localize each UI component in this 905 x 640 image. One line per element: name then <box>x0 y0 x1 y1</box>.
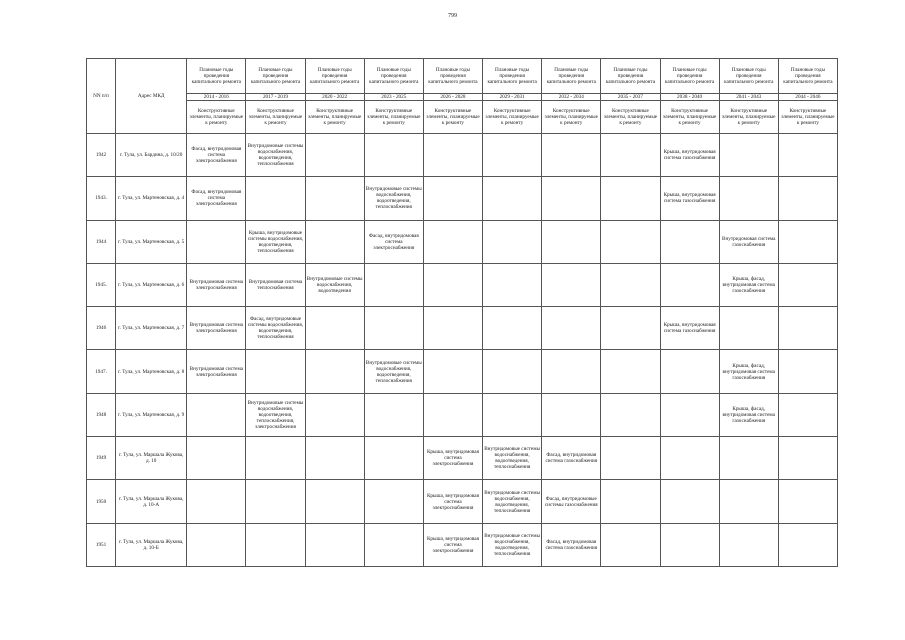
header-period-label: Плановые годы проведения капитального ремонта <box>187 59 246 94</box>
repair-elements-cell <box>601 393 660 436</box>
repair-elements-cell: Фасад, внутридомовые системы газоснабжения <box>542 480 601 523</box>
row-number: 1950 <box>87 480 116 523</box>
repair-elements-cell <box>660 350 719 393</box>
repair-elements-cell <box>778 134 837 177</box>
repair-elements-cell <box>483 220 542 263</box>
repair-elements-cell <box>660 437 719 480</box>
row-number: 1943. <box>87 177 116 220</box>
repair-elements-cell <box>305 350 364 393</box>
repair-elements-cell <box>423 134 482 177</box>
header-years: 2035 - 2037 <box>601 94 660 101</box>
row-address: г. Тула, ул. Маршала Жукова, д. 10 <box>116 437 187 480</box>
repair-elements-cell <box>246 480 305 523</box>
header-years: 2041 - 2043 <box>719 94 778 101</box>
repair-elements-cell <box>483 307 542 350</box>
repair-elements-cell <box>778 263 837 306</box>
header-period-label: Плановые годы проведения капитального ремонта <box>364 59 423 94</box>
header-period-label: Плановые годы проведения капитального ремонта <box>660 59 719 94</box>
repair-elements-cell <box>423 350 482 393</box>
repair-elements-cell <box>778 480 837 523</box>
repair-elements-cell <box>719 523 778 566</box>
row-address: г. Тула, ул. Маршала Жукова, д. 10-А <box>116 480 187 523</box>
repair-elements-cell <box>483 263 542 306</box>
row-address: г. Тула, ул. Мартеновская, д. 8 <box>116 350 187 393</box>
table-row <box>87 220 838 263</box>
header-elements: Конструктивные элементы, планируемые к ремонту <box>364 101 423 134</box>
repair-elements-cell <box>364 523 423 566</box>
repair-elements-cell: Крыша, внутридомовая система газоснабжения <box>660 134 719 177</box>
table-row <box>87 177 838 220</box>
repair-elements-cell <box>364 134 423 177</box>
row-number: 1951 <box>87 523 116 566</box>
repair-elements-cell <box>305 177 364 220</box>
repair-elements-cell <box>778 307 837 350</box>
repair-elements-cell <box>719 177 778 220</box>
header-period-label: Плановые годы проведения капитального ремонта <box>423 59 482 94</box>
repair-elements-cell <box>601 437 660 480</box>
header-period-label: Плановые годы проведения капитального ремонта <box>778 59 837 94</box>
repair-elements-cell <box>601 307 660 350</box>
repair-elements-cell <box>483 177 542 220</box>
repair-elements-cell <box>660 220 719 263</box>
header-period-label: Плановые годы проведения капитального ремонта <box>246 59 305 94</box>
header-years: 2017 - 2019 <box>246 94 305 101</box>
table-row <box>87 437 838 480</box>
repair-elements-cell <box>778 350 837 393</box>
repair-elements-cell <box>719 480 778 523</box>
table-row <box>87 134 838 177</box>
repair-elements-cell: Крыша, внутридомовая система электроснабжения <box>423 523 482 566</box>
repair-elements-cell <box>660 480 719 523</box>
repair-elements-cell <box>423 393 482 436</box>
header-period-label: Плановые годы проведения капитального ремонта <box>601 59 660 94</box>
table-row <box>87 480 838 523</box>
repair-elements-cell <box>305 220 364 263</box>
repair-elements-cell <box>187 393 246 436</box>
header-years: 2026 - 2028 <box>423 94 482 101</box>
repair-elements-cell <box>187 480 246 523</box>
repair-elements-cell <box>719 307 778 350</box>
row-number: 1947. <box>87 350 116 393</box>
table-row <box>87 350 838 393</box>
header-elements: Конструктивные элементы, планируемые к ремонту <box>246 101 305 134</box>
row-address: г. Тула, ул. Маршала Жукова, д. 10-Б <box>116 523 187 566</box>
row-address: г. Тула, ул. Мартеновская, д. 9 <box>116 393 187 436</box>
header-elements: Конструктивные элементы, планируемые к ремонту <box>601 101 660 134</box>
repair-elements-cell <box>542 177 601 220</box>
repair-elements-cell <box>719 437 778 480</box>
header-years: 2032 - 2034 <box>542 94 601 101</box>
repair-elements-cell <box>542 263 601 306</box>
repair-elements-cell <box>778 523 837 566</box>
header-elements: Конструктивные элементы, планируемые к ремонту <box>542 101 601 134</box>
repair-elements-cell <box>483 134 542 177</box>
table-header <box>87 59 838 134</box>
repair-elements-cell: Фасад, внутридомовая система газоснабжения <box>542 523 601 566</box>
repair-elements-cell <box>246 350 305 393</box>
repair-elements-cell <box>364 307 423 350</box>
repair-elements-cell <box>423 307 482 350</box>
header-elements: Конструктивные элементы, планируемые к ремонту <box>305 101 364 134</box>
repair-elements-cell: Крыша, фасад, внутридомовая система газоснабжения <box>719 350 778 393</box>
repair-elements-cell <box>364 393 423 436</box>
repair-elements-cell: Фасад, внутридомовая система электроснабжения <box>187 177 246 220</box>
repair-elements-cell <box>305 393 364 436</box>
repair-elements-cell <box>423 177 482 220</box>
repair-elements-cell <box>423 220 482 263</box>
row-address: г. Тула, ул. Мартеновская, д. 7 <box>116 307 187 350</box>
row-number: 1942 <box>87 134 116 177</box>
repair-elements-cell <box>778 177 837 220</box>
repair-elements-cell <box>542 134 601 177</box>
repair-elements-cell <box>423 263 482 306</box>
repair-elements-cell: Внутридомовая система теплоснабжения <box>246 263 305 306</box>
row-number: 1945. <box>87 263 116 306</box>
row-address: г. Тула, ул. Мартеновская, д. 6 <box>116 263 187 306</box>
repair-elements-cell: Крыша, внутридомовые системы водоснабжения, водоотведения, теплоснабжения <box>246 220 305 263</box>
repair-elements-cell: Внутридомовые системы водоснабжения, водоотведения, теплоснабжения <box>364 350 423 393</box>
header-years: 2014 - 2016 <box>187 94 246 101</box>
table-row <box>87 263 838 306</box>
repair-elements-cell <box>364 437 423 480</box>
repair-elements-cell: Внутридомовая система газоснабжения <box>719 220 778 263</box>
row-number: 1944 <box>87 220 116 263</box>
repair-elements-cell <box>246 523 305 566</box>
repair-elements-cell: Фасад, внутридомовая система электроснабжения <box>187 134 246 177</box>
repair-elements-cell <box>542 307 601 350</box>
repair-elements-cell: Крыша, фасад, внутридомовая система газоснабжения <box>719 263 778 306</box>
repair-elements-cell <box>305 307 364 350</box>
repair-elements-cell <box>483 393 542 436</box>
header-elements: Конструктивные элементы, планируемые к ремонту <box>778 101 837 134</box>
repair-elements-cell <box>246 177 305 220</box>
repair-elements-cell <box>305 437 364 480</box>
repair-elements-cell <box>305 523 364 566</box>
table-row <box>87 523 838 566</box>
repair-elements-cell <box>542 393 601 436</box>
header-elements: Конструктивные элементы, планируемые к ремонту <box>187 101 246 134</box>
repair-elements-cell <box>305 480 364 523</box>
header-years: 2023 - 2025 <box>364 94 423 101</box>
repair-elements-cell <box>187 523 246 566</box>
header-elements: Конструктивные элементы, планируемые к ремонту <box>423 101 482 134</box>
repair-elements-cell <box>542 350 601 393</box>
repair-elements-cell: Фасад, внутридомовая система газоснабжения <box>542 437 601 480</box>
repair-elements-cell <box>364 263 423 306</box>
row-address: г. Тула, ул. Мартеновская, д. 5 <box>116 220 187 263</box>
header-period-label: Плановые годы проведения капитального ремонта <box>542 59 601 94</box>
page-number: 799 <box>448 13 457 19</box>
repair-elements-cell: Внутридомовые системы водоснабжения, водоотведения, теплоснабжения <box>246 134 305 177</box>
repair-elements-cell <box>601 263 660 306</box>
header-period-label: Плановые годы проведения капитального ремонта <box>719 59 778 94</box>
header-years: 2038 - 2040 <box>660 94 719 101</box>
repair-elements-cell <box>660 523 719 566</box>
repair-elements-cell <box>778 437 837 480</box>
header-years: 2029 - 2031 <box>483 94 542 101</box>
header-elements: Конструктивные элементы, планируемые к ремонту <box>483 101 542 134</box>
table-row <box>87 393 838 436</box>
repair-elements-cell <box>601 220 660 263</box>
repair-elements-cell: Внутридомовые системы водоснабжения, водоотведения, теплоснабжения <box>483 523 542 566</box>
header-elements: Конструктивные элементы, планируемые к ремонту <box>719 101 778 134</box>
header-elements: Конструктивные элементы, планируемые к ремонту <box>660 101 719 134</box>
header-period-label: Плановые годы проведения капитального ремонта <box>305 59 364 94</box>
repair-elements-cell <box>660 263 719 306</box>
repair-elements-cell: Крыша, внутридомовая система газоснабжения <box>660 177 719 220</box>
repair-elements-cell: Внутридомовые системы водоснабжения, водоотведения <box>305 263 364 306</box>
repair-elements-cell <box>364 480 423 523</box>
repair-elements-cell <box>187 437 246 480</box>
repair-elements-cell <box>305 134 364 177</box>
repair-elements-cell: Крыша, внутридомовая система электроснабжения <box>423 437 482 480</box>
header-address: Адрес МКД <box>116 59 187 134</box>
header-years: 2020 - 2022 <box>305 94 364 101</box>
repair-elements-cell: Крыша, фасад, внутридомовая система газоснабжения <box>719 393 778 436</box>
table-body <box>87 134 838 567</box>
repair-elements-cell <box>601 350 660 393</box>
repair-elements-cell <box>542 220 601 263</box>
repair-elements-cell: Внутридомовые системы водоснабжения, водоотведения, теплоснабжения <box>364 177 423 220</box>
header-num: NN п/п <box>87 59 116 134</box>
row-number: 1946 <box>87 307 116 350</box>
repair-elements-cell: Внутридомовые системы водоснабжения, водоотведения, теплоснабжения <box>483 480 542 523</box>
repair-elements-cell: Внутридомовая система электроснабжения <box>187 350 246 393</box>
repair-elements-cell: Внутридомовая система электроснабжения <box>187 263 246 306</box>
repair-elements-cell: Крыша, внутридомовая система электроснабжения <box>423 480 482 523</box>
header-period-label: Плановые годы проведения капитального ремонта <box>483 59 542 94</box>
repair-elements-cell <box>483 350 542 393</box>
repair-elements-cell: Внутридомовые системы водоснабжения, водоотведения, теплоснабжения <box>483 437 542 480</box>
row-number: 1949 <box>87 437 116 480</box>
row-address: г. Тула, ул. Мартеновская, д. 4 <box>116 177 187 220</box>
repair-elements-cell <box>187 220 246 263</box>
repair-elements-cell: Фасад, внутридомовые системы водоснабжения, водоотведения, теплоснабжения <box>246 307 305 350</box>
row-address: г. Тула, ул. Бардина, д. 10/20 <box>116 134 187 177</box>
repair-elements-cell <box>719 134 778 177</box>
repair-elements-cell <box>778 393 837 436</box>
repair-elements-cell <box>601 523 660 566</box>
repair-elements-cell <box>601 134 660 177</box>
capital-repair-table <box>86 58 838 567</box>
row-number: 1948 <box>87 393 116 436</box>
repair-elements-cell <box>246 437 305 480</box>
repair-elements-cell <box>778 220 837 263</box>
repair-elements-cell: Внутридомовая система электроснабжения <box>187 307 246 350</box>
repair-elements-cell <box>660 393 719 436</box>
repair-elements-cell <box>601 177 660 220</box>
repair-elements-cell: Фасад, внутридомовая система электроснабжения <box>364 220 423 263</box>
repair-elements-cell: Внутридомовые системы водоснабжения, водоотведения, теплоснабжения, электроснабжения <box>246 393 305 436</box>
header-years: 2044 - 2046 <box>778 94 837 101</box>
repair-elements-cell <box>601 480 660 523</box>
table-row <box>87 307 838 350</box>
repair-elements-cell: Крыша, внутридомовая система газоснабжения <box>660 307 719 350</box>
